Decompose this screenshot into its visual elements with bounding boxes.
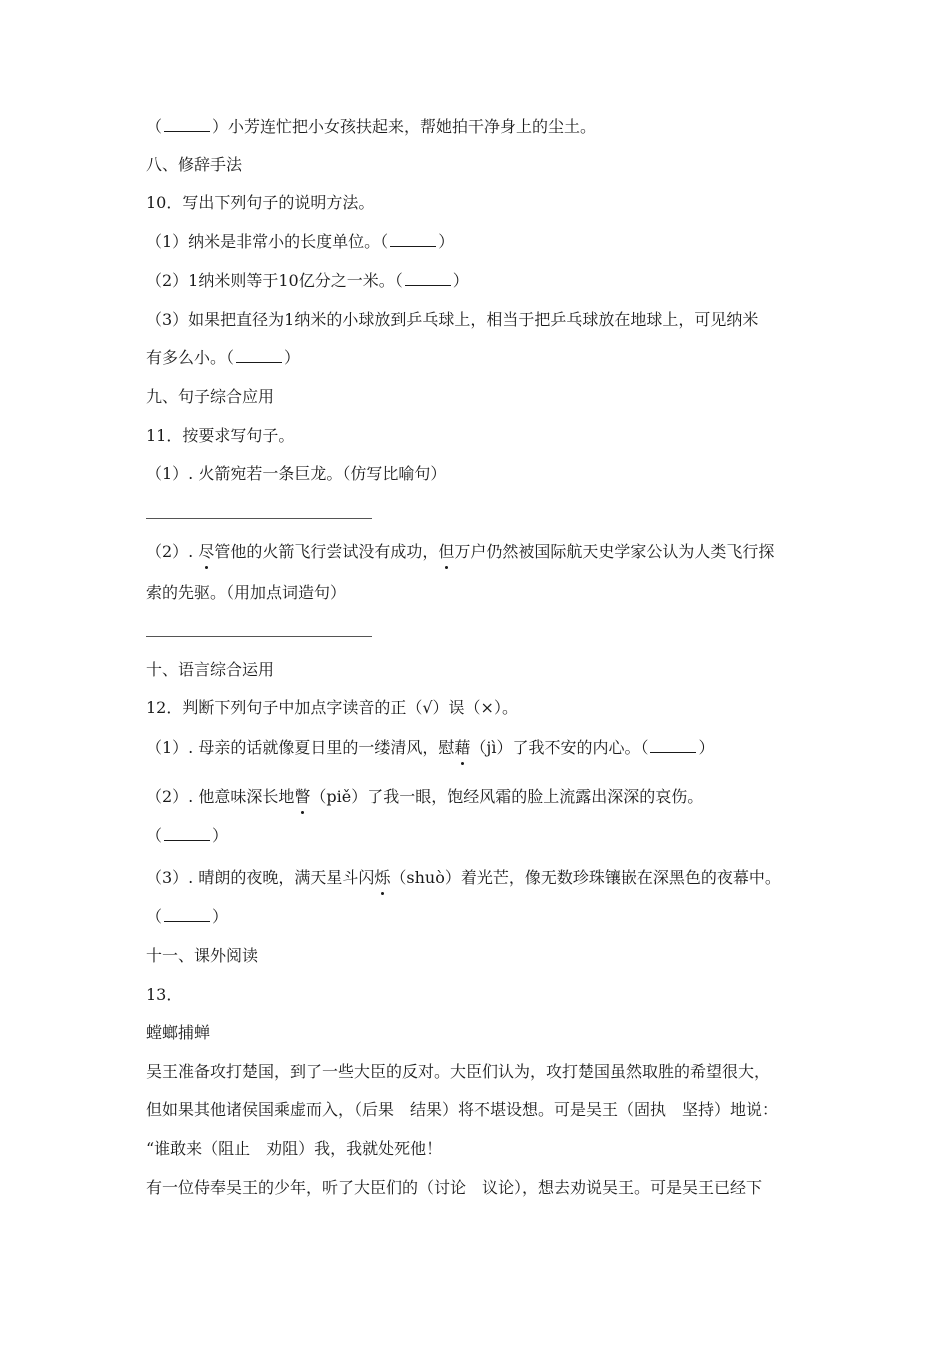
question-12-item-2-answer (146, 825, 228, 847)
text: （2）. (146, 542, 199, 561)
question-10: 10．写出下列句子的说明方法。 (146, 193, 375, 212)
answer-blank[interactable] (164, 826, 210, 841)
answer-blank[interactable] (390, 232, 436, 247)
text: （2）1纳米则等于10亿分之一米。（ (146, 271, 403, 290)
reading-paragraph-line: 但如果其他诸侯国乘虚而入，（后果 结果）将不堪设想。可是吴王（固执 坚持）地说： (146, 1100, 779, 1119)
dotted-char: 瞥 (294, 787, 311, 806)
dotted-char: 藉 (454, 738, 471, 757)
text: （3）. 晴朗的夜晚，满天星斗闪 (146, 868, 375, 887)
text: （shuò）着光芒，像无数珍珠镶嵌在深黑色的夜幕中。 (390, 868, 781, 887)
text: ） (438, 232, 455, 251)
section-heading-11: 十一、课外阅读 (146, 946, 259, 965)
question-11-item-2 (146, 541, 774, 563)
question-12: 12．判断下列句子中加点字读音的正（√）误（×）。 (146, 698, 518, 717)
answer-blank[interactable] (164, 117, 210, 132)
answer-blank[interactable] (650, 738, 696, 753)
text: （1）. 母亲的话就像夏日里的一缕清风，慰 (146, 738, 455, 757)
dotted-char: 但 (438, 542, 455, 561)
dotted-char: 尽 (198, 542, 215, 561)
reading-paragraph-line: “谁敢来（阻止 劝阻）我，我就处死他！ (146, 1139, 443, 1158)
answer-blank[interactable] (405, 271, 451, 286)
answer-line[interactable] (146, 518, 372, 519)
section-heading-8: 八、修辞手法 (146, 155, 243, 174)
section-heading-10: 十、语言综合运用 (146, 660, 275, 679)
text: ） (284, 348, 301, 367)
question-12-item-3-answer (146, 906, 228, 928)
question-10-item-2 (146, 270, 469, 292)
text: ） (698, 738, 715, 757)
question-12-item-3 (146, 867, 781, 889)
question-10-item-1 (146, 231, 454, 253)
text: ） (452, 271, 469, 290)
question-11-item-2-cont: 索的先驱。（用加点词造句） (146, 583, 347, 602)
sentence-blank-line (146, 116, 596, 138)
reading-title: 螳螂捕蝉 (146, 1023, 211, 1042)
text: （jì）了我不安的内心。（ (470, 738, 649, 757)
text: （ (146, 907, 163, 926)
text: ） (212, 826, 229, 845)
answer-blank[interactable] (164, 907, 210, 922)
answer-line[interactable] (146, 636, 372, 637)
text: ） (212, 907, 229, 926)
section-heading-9: 九、句子综合应用 (146, 387, 275, 406)
text: 有多么小。（ (146, 348, 235, 367)
question-10-item-3: （3）如果把直径为1纳米的小球放到乒乓球上，相当于把乒乓球放在地球上，可见纳米 (146, 310, 759, 329)
text: 万户仍然被国际航天史学家公认为人类飞行探 (454, 542, 775, 561)
text: （2）. 他意味深长地 (146, 787, 295, 806)
text: （1）纳米是非常小的长度单位。（ (146, 232, 389, 251)
question-10-item-3-cont (146, 347, 300, 369)
question-11: 11．按要求写句子。 (146, 426, 295, 445)
answer-blank[interactable] (236, 348, 282, 363)
question-13: 13． (146, 985, 183, 1004)
question-12-item-2 (146, 786, 703, 808)
text: （ (146, 826, 163, 845)
question-11-item-1: （1）. 火箭宛若一条巨龙。（仿写比喻句） (146, 464, 447, 483)
reading-paragraph-line: 吴王准备攻打楚国，到了一些大臣的反对。大臣们认为，攻打楚国虽然取胜的希望很大， (146, 1062, 771, 1081)
text: （piě）了我一眼，饱经风霜的脸上流露出深深的哀伤。 (310, 787, 704, 806)
dotted-char: 烁 (374, 868, 391, 887)
reading-paragraph-line: 有一位侍奉吴王的少年，听了大臣们的（讨论 议论），想去劝说吴王。可是吴王已经下 (146, 1178, 763, 1197)
text: ）小芳连忙把小女孩扶起来，帮她拍干净身上的尘土。 (212, 117, 597, 136)
text: （ (146, 117, 163, 136)
text: 管他的火箭飞行尝试没有成功， (214, 542, 439, 561)
question-12-item-1 (146, 737, 714, 759)
